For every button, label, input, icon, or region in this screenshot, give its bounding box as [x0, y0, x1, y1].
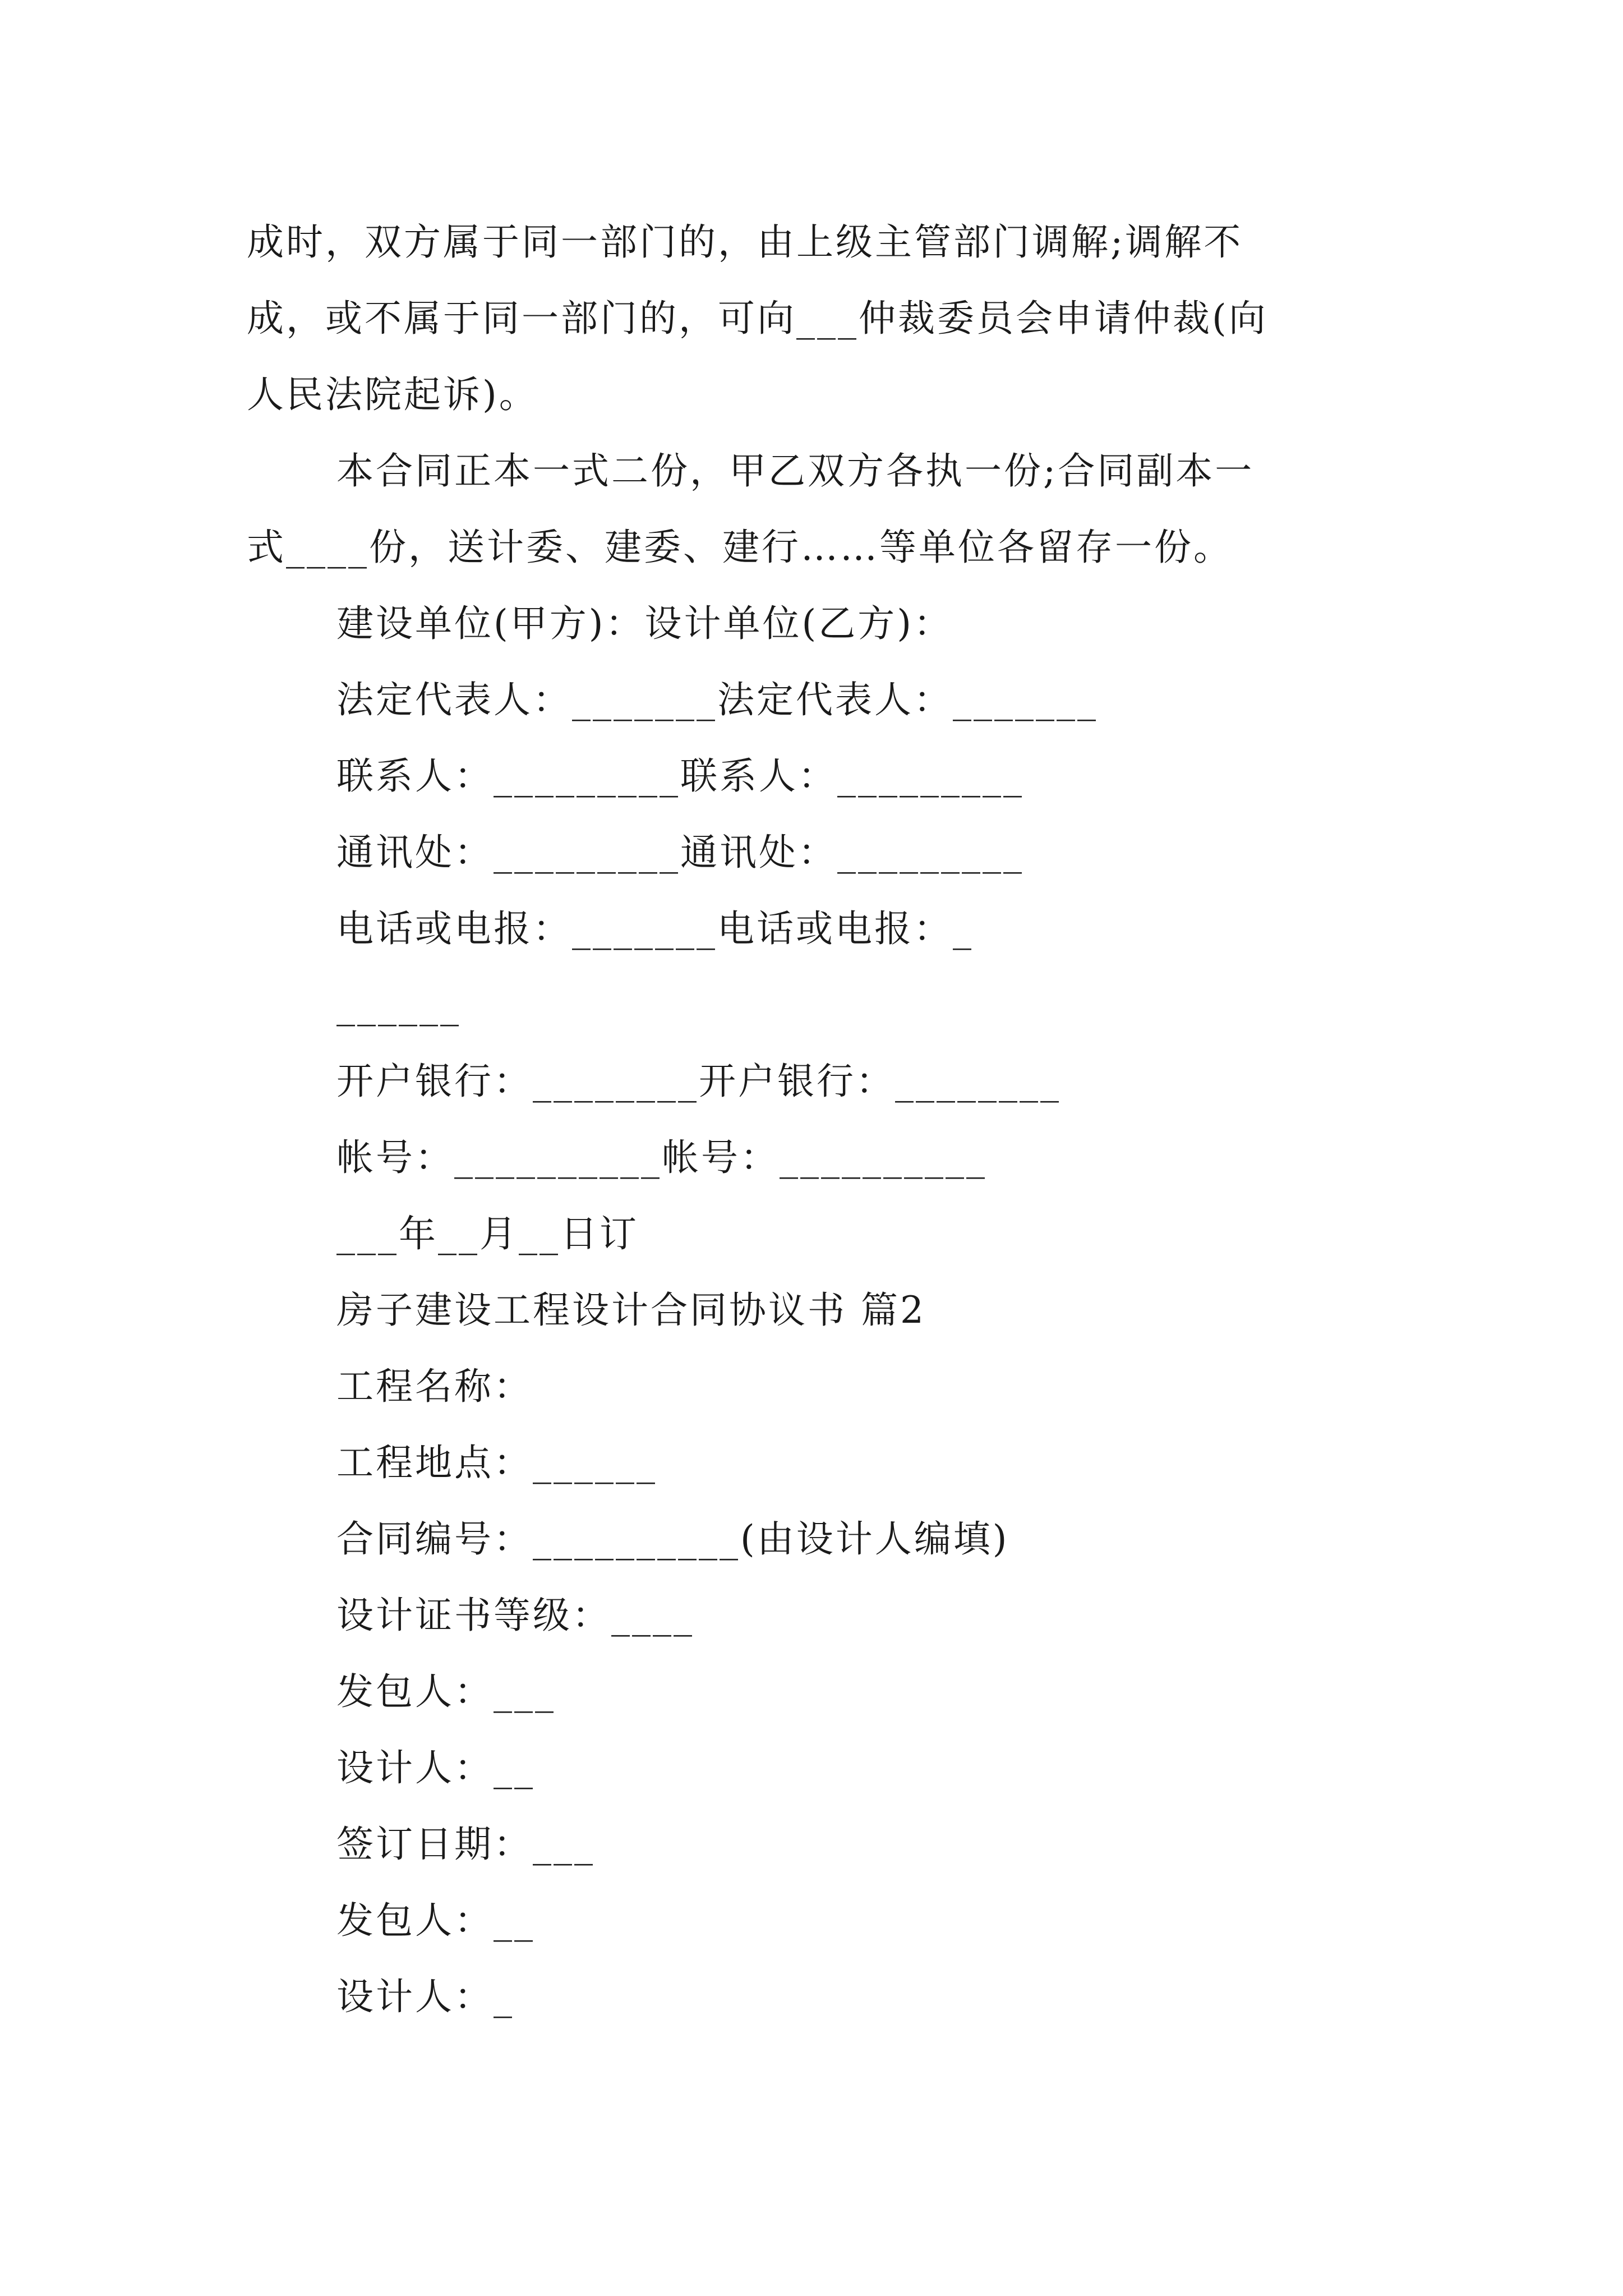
text-line: 人民法院起诉)。 [247, 373, 538, 416]
text-line: 设计证书等级：____ [336, 1594, 694, 1637]
text-line: 建设单位(甲方)：设计单位(乙方)： [336, 602, 953, 645]
text-line: 合同编号：__________(由设计人编填) [336, 1517, 1009, 1561]
text-line: 成，或不属于同一部门的，可向___仲裁委员会申请仲裁(向 [247, 297, 1268, 340]
text-line: ______ [336, 983, 461, 1027]
text-line: 帐号：__________帐号：__________ [336, 1136, 987, 1179]
text-line: 签订日期：___ [336, 1823, 595, 1866]
text-line: ___年__月__日订 [336, 1212, 639, 1255]
text-line: 开户银行：________开户银行：________ [336, 1060, 1061, 1103]
text-line: 成时，双方属于同一部门的，由上级主管部门调解;调解不 [247, 220, 1243, 264]
text-line: 工程名称： [336, 1365, 533, 1408]
text-line: 本合同正本一式二份，甲乙双方各执一份;合同副本一 [336, 449, 1255, 493]
section-title: 房子建设工程设计合同协议书 篇2 [336, 1289, 926, 1332]
text-line: 发包人：___ [336, 1670, 556, 1713]
text-line: 设计人：_ [336, 1975, 514, 2018]
text-line: 工程地点：______ [336, 1441, 657, 1484]
text-line: 法定代表人：_______法定代表人：_______ [336, 678, 1098, 721]
text-line: 发包人：__ [336, 1899, 535, 1942]
text-line: 电话或电报：_______电话或电报：_ [336, 907, 974, 950]
text-line: 设计人：__ [336, 1746, 535, 1789]
text-line: 联系人：_________联系人：_________ [336, 754, 1024, 798]
text-line: 式____份，送计委、建委、建行……等单位各留存一份。 [247, 526, 1233, 569]
text-line: 通讯处：_________通讯处：_________ [336, 831, 1024, 874]
